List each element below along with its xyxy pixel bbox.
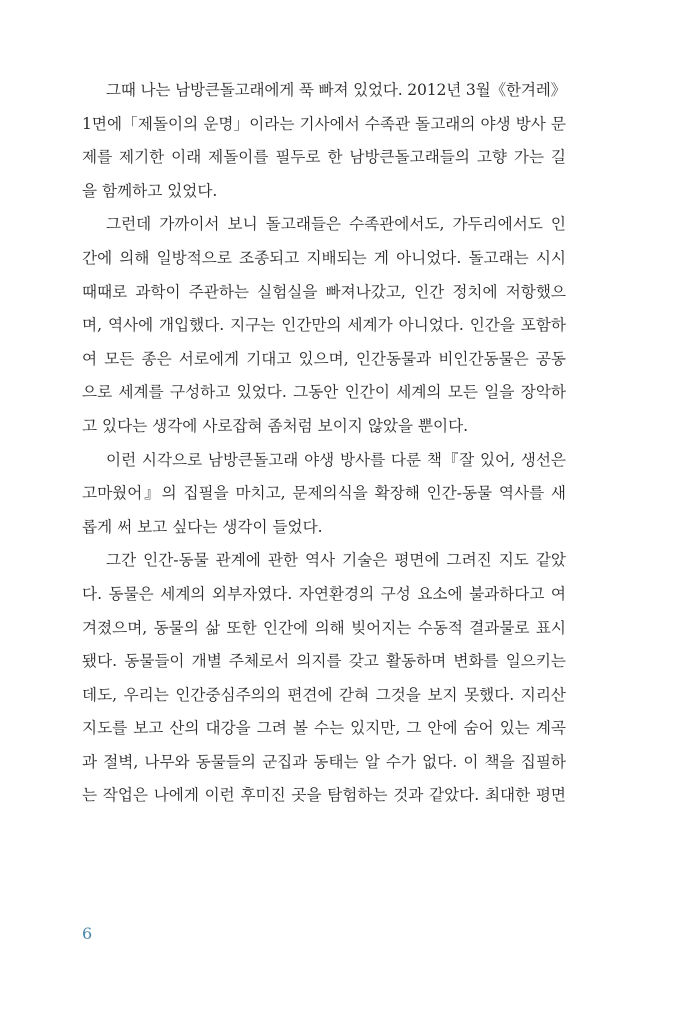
text-line: 여 모든 종은 서로에게 기대고 있으며, 인간동물과 비인간동물은 공동: [82, 349, 566, 368]
text-line: 을 함께하고 있었다.: [82, 181, 218, 200]
text-line: 이런 시각으로 남방큰돌고래 야생 방사를 다룬 책『잘 있어, 생선은: [106, 450, 566, 469]
text-line: 과 절벽, 나무와 동물들의 군집과 동태는 알 수가 없다. 이 책을 집필하: [82, 752, 566, 771]
text-line: 제를 제기한 이래 제돌이를 필두로 한 남방큰돌고래들의 고향 가는 길: [82, 148, 566, 167]
text-line: 지도를 보고 산의 대강을 그려 볼 수는 있지만, 그 안에 숨어 있는 계곡: [82, 719, 566, 738]
text-line: 그때 나는 남방큰돌고래에게 푹 빠져 있었다. 2012년 3월《한겨레》: [106, 81, 566, 99]
body-text: [82, 74, 566, 813]
text-line: 으로 세계를 구성하고 있었다. 그동안 인간이 세계의 모든 일을 장악하: [82, 383, 566, 402]
text-line: 그간 인간-동물 관계에 관한 역사 기술은 평면에 그려진 지도 같았: [106, 551, 566, 570]
text-line: 며, 역사에 개입했다. 지구는 인간만의 세계가 아니었다. 인간을 포함하: [82, 316, 566, 335]
text-line: 됐다. 동물들이 개별 주체로서 의지를 갖고 활동하며 변화를 일으키는: [82, 652, 566, 671]
text-line: 데도, 우리는 인간중심주의의 편견에 갇혀 그것을 보지 못했다. 지리산: [82, 685, 566, 704]
text-line: 겨졌으며, 동물의 삶 또한 인간에 의해 빚어지는 수동적 결과물로 표시: [82, 618, 566, 637]
text-line: 그런데 가까이서 보니 돌고래들은 수족관에서도, 가두리에서도 인: [106, 215, 566, 234]
text-line: 간에 의해 일방적으로 조종되고 지배되는 게 아니었다. 돌고래는 시시: [82, 248, 566, 267]
text-line: 다. 동물은 세계의 외부자였다. 자연환경의 구성 요소에 불과하다고 여: [82, 584, 566, 603]
text-line: 롭게 써 보고 싶다는 생각이 들었다.: [82, 517, 323, 536]
text-line: 고마웠어』의 집필을 마치고, 문제의식을 확장해 인간-동물 역사를 새: [82, 484, 566, 503]
text-line: 1면에「제돌이의 운명」이라는 기사에서 수족관 돌고래의 야생 방사 문: [82, 114, 566, 133]
text-line: 때때로 과학이 주관하는 실험실을 빠져나갔고, 인간 정치에 저항했으: [82, 282, 566, 301]
page-number: 6: [82, 924, 93, 943]
text-line: 는 작업은 나에게 이런 후미진 곳을 탐험하는 것과 같았다. 최대한 평면: [82, 786, 566, 805]
text-line: 고 있다는 생각에 사로잡혀 좀처럼 보이지 않았을 뿐이다.: [82, 416, 469, 435]
